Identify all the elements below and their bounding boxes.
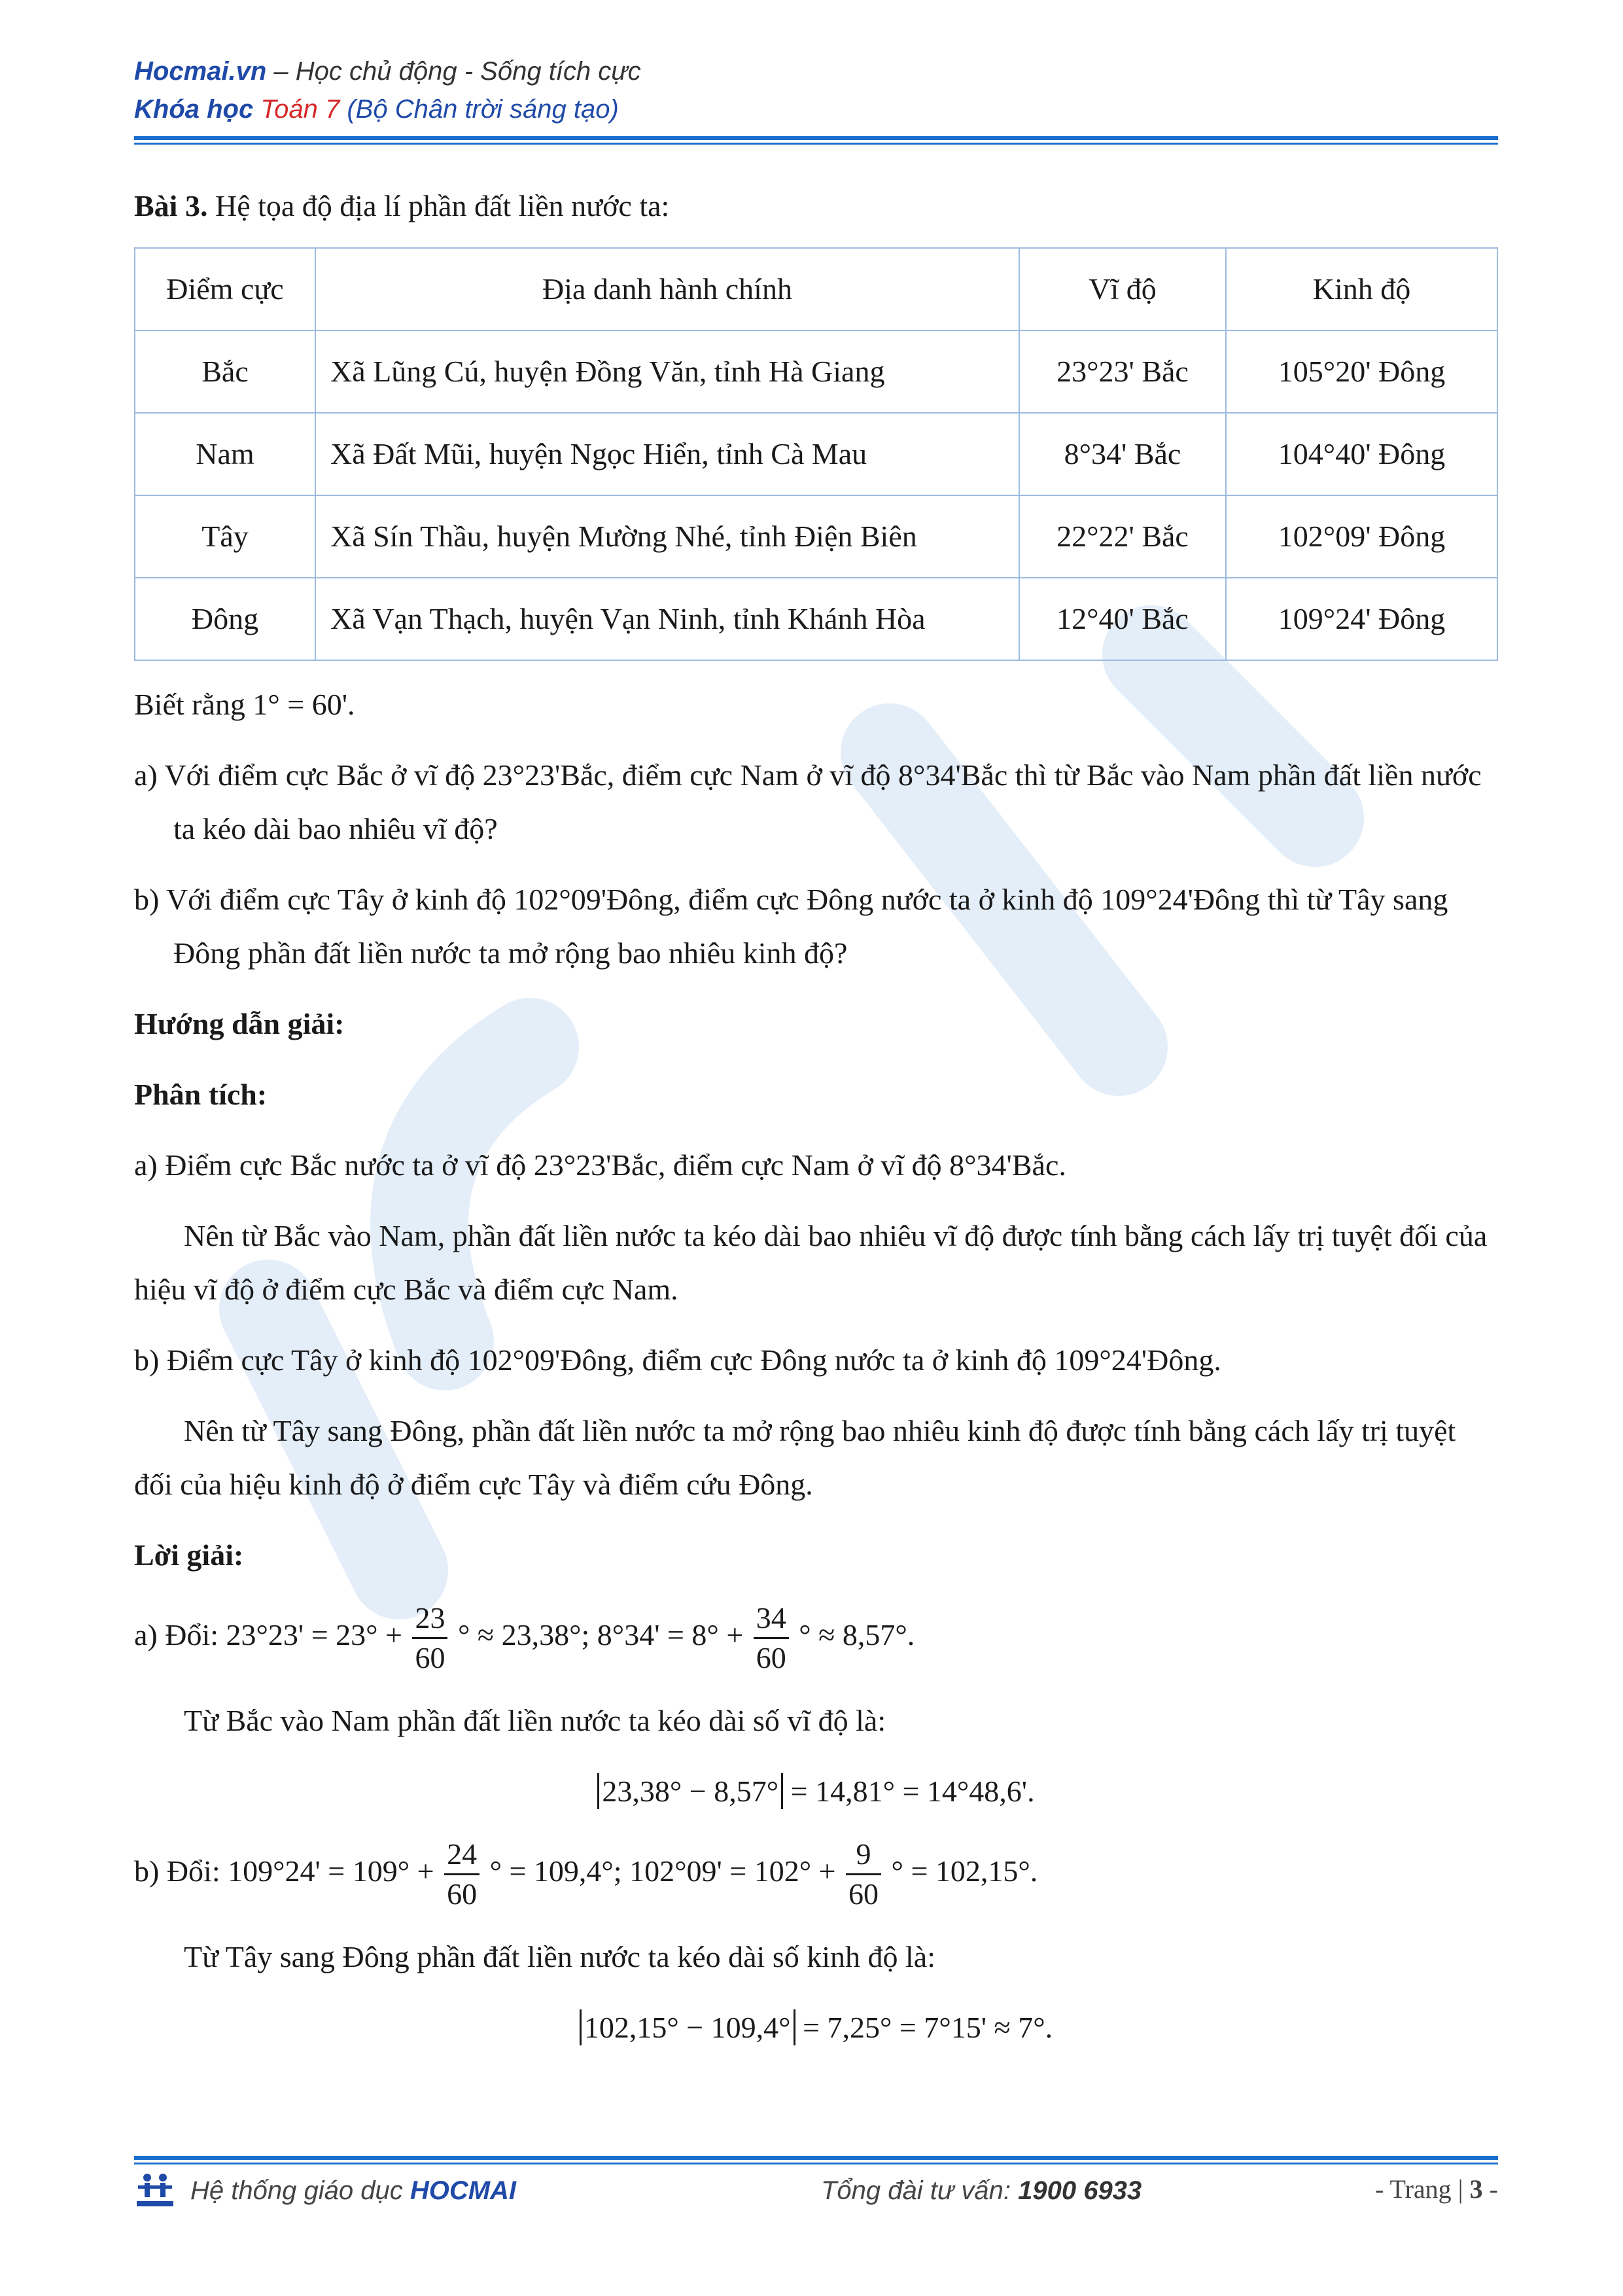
sol-a-prefix: a) Đổi: 23°23' = 23° + (134, 1618, 402, 1652)
footer-hotline-number: 1900 6933 (1018, 2176, 1142, 2205)
cell-point: Nam (135, 413, 315, 495)
table-row (135, 495, 1497, 578)
table-header-row (135, 248, 1497, 330)
absolute-value-a: 23,38° − 8,57° (597, 1773, 783, 1809)
course-prefix: Khóa học (134, 95, 254, 124)
cell-longitude: 104°40' Đông (1226, 413, 1497, 495)
frac-denominator: 60 (447, 1877, 478, 1911)
guide-heading: Hướng dẫn giải: (134, 1007, 345, 1040)
brand-name: Hocmai.vn (134, 57, 267, 86)
page-prefix: - Trang | (1374, 2174, 1463, 2204)
col-header-place: Địa danh hành chính (315, 248, 1019, 330)
footer-divider-thin (134, 2163, 1498, 2164)
sol-b-end: ° = 102,15°. (891, 1854, 1038, 1888)
frac-numerator: 34 (754, 1599, 789, 1639)
problem-number: Bài 3. (134, 189, 208, 222)
sol-b-mid: ° = 109,4°; 102°09' = 102° + (489, 1854, 836, 1888)
col-header-extreme-point: Điểm cực (135, 248, 315, 330)
cell-latitude: 23°23' Bắc (1019, 330, 1226, 413)
solution-b-text: Từ Tây sang Đông phần đất liền nước ta kéo dài số kinh độ là: (184, 1940, 935, 1973)
frac-denominator: 60 (415, 1641, 445, 1674)
question-a: a) Với điểm cực Bắc ở vĩ độ 23°23'Bắc, điểm cực Nam ở vĩ độ 8°34'Bắc thì từ Bắc vào Nam phần đất liền nước ta kéo dài bao nhiêu vĩ độ? (134, 758, 1482, 845)
fraction-24-60 (444, 1835, 480, 1913)
solution-a-text: Từ Bắc vào Nam phần đất liền nước ta kéo dài số vĩ độ là: (184, 1704, 886, 1737)
solution-b-conversion (134, 1835, 1498, 1913)
cell-longitude: 109°24' Đông (1226, 578, 1497, 660)
frac-numerator: 24 (444, 1835, 480, 1875)
solution-a-conversion (134, 1599, 1498, 1677)
solution-heading: Lời giải: (134, 1538, 244, 1572)
course-subject: Toán 7 (260, 95, 340, 124)
fraction-9-60 (846, 1835, 881, 1913)
footer-hotline (821, 2176, 1142, 2206)
cell-latitude: 22°22' Bắc (1019, 495, 1226, 578)
page-header (134, 52, 641, 128)
sol-a-mid: ° ≈ 23,38°; 8°34' = 8° + (457, 1618, 744, 1652)
given-note: Biết rằng 1° = 60'. (134, 688, 355, 721)
course-series: (Bộ Chân trời sáng tạo) (347, 95, 619, 124)
problem-statement: Hệ tọa độ địa lí phần đất liền nước ta: (215, 189, 670, 222)
solution-a-result (134, 1765, 1498, 1818)
table-row (135, 578, 1497, 660)
result-a: = 14,81° = 14°48,6'. (790, 1775, 1035, 1808)
page-suffix: - (1489, 2174, 1498, 2204)
footer-system-prefix: Hệ thống giáo dục (190, 2176, 403, 2205)
fraction-34-60 (754, 1599, 789, 1677)
question-b: b) Với điểm cực Tây ở kinh độ 102°09'Đông, điểm cực Đông nước ta ở kinh độ 109°24'Đông thì từ Tây sang Đông phần đất liền nước ta mở rộng bao nhiêu kinh độ? (134, 883, 1448, 970)
problem-title (134, 179, 1498, 233)
cell-place: Xã Lũng Cú, huyện Đồng Văn, tỉnh Hà Giang (315, 330, 1019, 413)
footer-hotline-prefix: Tổng đài tư vấn: (821, 2176, 1011, 2205)
sol-b-prefix: b) Đổi: 109°24' = 109° + (134, 1854, 434, 1888)
analysis-b-explanation: Nên từ Tây sang Đông, phần đất liền nước ta mở rộng bao nhiêu kinh độ được tính bằng cách lấy trị tuyệt đối của hiệu kinh độ ở điểm cực Tây và điểm cứu Đông. (134, 1414, 1456, 1501)
table-row (135, 330, 1497, 413)
page-number (1375, 2174, 1498, 2204)
cell-longitude: 102°09' Đông (1226, 495, 1497, 578)
footer-system (190, 2176, 516, 2206)
cell-place: Xã Sín Thầu, huyện Mường Nhé, tỉnh Điện Biên (315, 495, 1019, 578)
cell-longitude: 105°20' Đông (1226, 330, 1497, 413)
frac-denominator: 60 (848, 1877, 879, 1911)
frac-denominator: 60 (756, 1641, 786, 1674)
header-divider (134, 136, 1498, 140)
footer-divider (134, 2156, 1498, 2160)
analysis-b: b) Điểm cực Tây ở kinh độ 102°09'Đông, điểm cực Đông nước ta ở kinh độ 109°24'Đông. (134, 1343, 1221, 1377)
cell-place: Xã Đất Mũi, huyện Ngọc Hiển, tỉnh Cà Mau (315, 413, 1019, 495)
cell-point: Đông (135, 578, 315, 660)
frac-numerator: 23 (412, 1599, 447, 1639)
solution-b-result (134, 2001, 1498, 2055)
page-footer (134, 2171, 1498, 2217)
frac-numerator: 9 (846, 1835, 881, 1875)
cell-latitude: 12°40' Bắc (1019, 578, 1226, 660)
col-header-longitude: Kinh độ (1226, 248, 1497, 330)
table-row (135, 413, 1497, 495)
sol-a-end: ° ≈ 8,57°. (799, 1618, 915, 1652)
header-divider-thin (134, 143, 1498, 145)
col-header-latitude: Vĩ độ (1019, 248, 1226, 330)
fraction-23-60 (412, 1599, 447, 1677)
footer-system-brand: HOCMAI (410, 2176, 517, 2205)
cell-point: Tây (135, 495, 315, 578)
page-number-value: 3 (1469, 2174, 1483, 2204)
cell-place: Xã Vạn Thạch, huyện Vạn Ninh, tỉnh Khánh Hòa (315, 578, 1019, 660)
coordinates-table (134, 247, 1498, 661)
brand-slogan: – Học chủ động - Sống tích cực (273, 57, 641, 86)
analysis-a-explanation: Nên từ Bắc vào Nam, phần đất liền nước ta kéo dài bao nhiêu vĩ độ được tính bằng cách lấy trị tuyệt đối của hiệu vĩ độ ở điểm cực Bắc và điểm cực Nam. (134, 1219, 1488, 1306)
main-content (134, 170, 1498, 2072)
analysis-heading: Phân tích: (134, 1078, 268, 1111)
analysis-a: a) Điểm cực Bắc nước ta ở vĩ độ 23°23'Bắc, điểm cực Nam ở vĩ độ 8°34'Bắc. (134, 1148, 1066, 1182)
cell-latitude: 8°34' Bắc (1019, 413, 1226, 495)
absolute-value-b: 102,15° − 109,4° (580, 2009, 795, 2045)
result-b: = 7,25° = 7°15' ≈ 7°. (803, 2011, 1053, 2044)
cell-point: Bắc (135, 330, 315, 413)
hocmai-logo-icon (134, 2171, 176, 2210)
